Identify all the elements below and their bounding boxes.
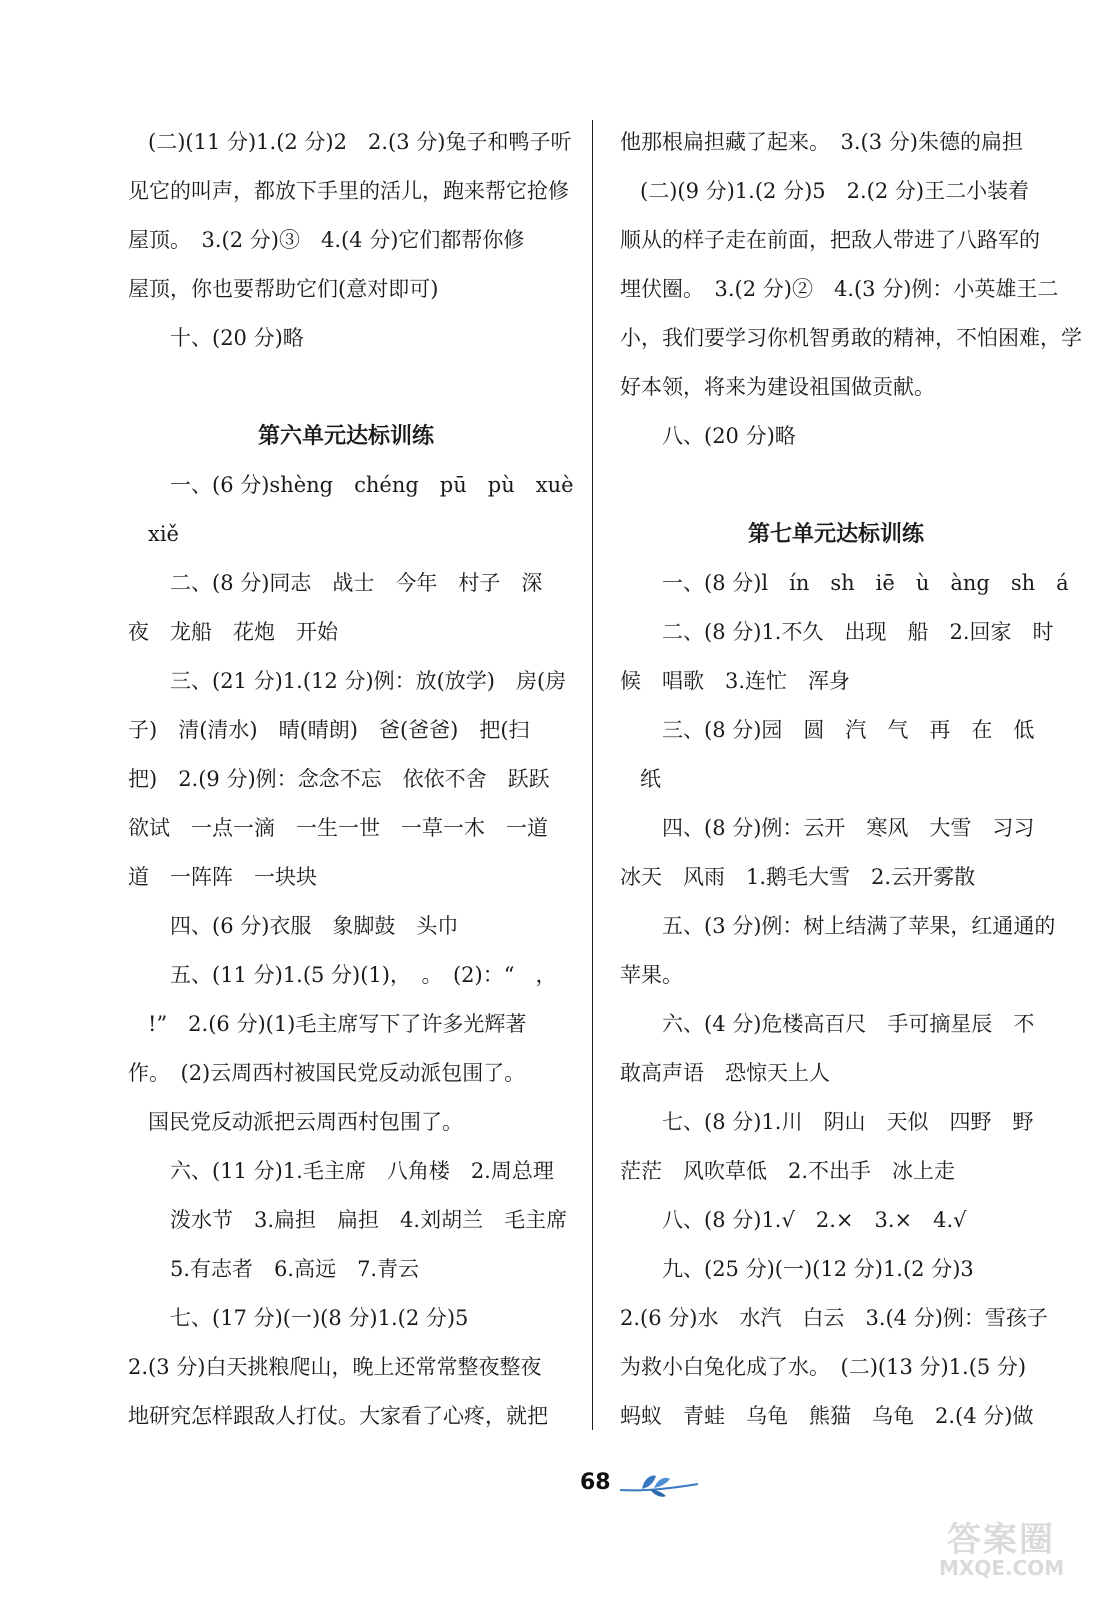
text-line: 十、(20 分)略 — [170, 326, 304, 350]
text-line: 道 一阵阵 一块块 — [128, 865, 317, 889]
text-line: 六、(11 分)1.毛主席 八角楼 2.周总理 — [170, 1159, 554, 1183]
text-line: 三、(21 分)1.(12 分)例：放(放学) 房(房 — [170, 669, 567, 693]
text-line: 八、(8 分)1.√ 2.× 3.× 4.√ — [662, 1208, 967, 1232]
text-line: 为救小白兔化成了水。 (二)(13 分)1.(5 分) — [620, 1355, 1027, 1379]
page-footer — [580, 1462, 720, 1502]
text-line: 四、(8 分)例：云开 寒风 大雪 习习 — [662, 816, 1035, 840]
text-line: (二)(11 分)1.(2 分)2 2.(3 分)兔子和鸭子听 — [148, 130, 572, 154]
text-line: 2.(3 分)白天挑粮爬山，晚上还常常整夜整夜 — [128, 1355, 542, 1379]
text-line: 小，我们要学习你机智勇敢的精神，不怕困难，学 — [620, 326, 1082, 350]
text-line: 五、(3 分)例：树上结满了苹果，红通通的 — [662, 914, 1056, 938]
text-line: 顺从的样子走在前面，把敌人带进了八路军的 — [620, 228, 1040, 252]
text-line: 纸 — [640, 767, 661, 791]
text-line: 八、(20 分)略 — [662, 424, 796, 448]
text-line: 屋顶，你也要帮助它们(意对即可) — [128, 277, 439, 301]
text-line: 夜 龙船 花炮 开始 — [128, 620, 338, 644]
text-line: xiě — [148, 522, 179, 546]
text-line: 三、(8 分)园 圆 汽 气 再 在 低 — [662, 718, 1035, 742]
text-line: 子) 清(清水) 晴(晴朗) 爸(爸爸) 把(扫 — [128, 718, 530, 742]
text-line: 屋顶。 3.(2 分)③ 4.(4 分)它们都帮你修 — [128, 228, 525, 252]
text-line: 见它的叫声，都放下手里的活儿，跑来帮它抢修 — [128, 179, 569, 203]
text-line: 茫茫 风吹草低 2.不出手 冰上走 — [620, 1159, 956, 1183]
text-line: 他那根扁担藏了起来。 3.(3 分)朱德的扁担 — [620, 130, 1023, 154]
text-line: 苹果。 — [620, 963, 683, 987]
text-line: 把) 2.(9 分)例：念念不忘 依依不舍 跃跃 — [128, 767, 550, 791]
text-line: 一、(8 分)l ín sh iē ù àng sh á — [662, 571, 1069, 595]
text-line: 七、(8 分)1.川 阴山 天似 四野 野 — [662, 1110, 1034, 1134]
page-number: 68 — [580, 1470, 611, 1495]
text-line: 地研究怎样跟敌人打仗。大家看了心疼，就把 — [128, 1404, 548, 1428]
text-line: 2.(6 分)水 水汽 白云 3.(4 分)例：雪孩子 — [620, 1306, 1048, 1330]
text-line: 好本领，将来为建设祖国做贡献。 — [620, 375, 935, 399]
text-line: !” 2.(6 分)(1)毛主席写下了许多光辉著 — [148, 1012, 527, 1036]
text-line: 六、(4 分)危楼高百尺 手可摘星辰 不 — [662, 1012, 1035, 1036]
unit6-title: 第六单元达标训练 — [257, 424, 434, 449]
text-line: 5.有志者 6.高远 7.青云 — [170, 1257, 420, 1281]
column-divider — [592, 120, 593, 1430]
text-line: 作。 (2)云周西村被国民党反动派包围了。 — [128, 1061, 526, 1085]
text-line: 四、(6 分)衣服 象脚鼓 头巾 — [170, 914, 459, 938]
unit7-title: 第七单元达标训练 — [747, 522, 924, 547]
text-line: 欲试 一点一滴 一生一世 一草一木 一道 — [128, 816, 548, 840]
text-line: 五、(11 分)1.(5 分)(1)， 。 (2)：“ ， — [170, 963, 557, 987]
text-line: 埋伏圈。 3.(2 分)② 4.(3 分)例：小英雄王二 — [620, 277, 1059, 301]
text-line: 一、(6 分)shèng chéng pū pù xuè — [170, 473, 574, 497]
leaf-decoration-icon — [620, 1470, 700, 1500]
watermark-logo — [937, 1512, 1087, 1582]
text-line: 冰天 风雨 1.鹅毛大雪 2.云开雾散 — [620, 865, 976, 889]
text-line: 七、(17 分)(一)(8 分)1.(2 分)5 — [170, 1306, 469, 1330]
left-column — [128, 118, 574, 1441]
text-line: 敢高声语 恐惊天上人 — [620, 1061, 830, 1085]
text-line: (二)(9 分)1.(2 分)5 2.(2 分)王二小装着 — [640, 179, 1030, 203]
right-column — [620, 118, 1082, 1441]
text-line: 二、(8 分)同志 战士 今年 村子 深 — [170, 571, 543, 595]
text-line: 蚂蚁 青蛙 乌龟 熊猫 乌龟 2.(4 分)做 — [620, 1404, 1034, 1428]
text-line: 二、(8 分)1.不久 出现 船 2.回家 时 — [662, 620, 1054, 644]
text-line: 候 唱歌 3.连忙 浑身 — [620, 669, 851, 693]
text-line: 泼水节 3.扁担 扁担 4.刘胡兰 毛主席 — [170, 1208, 568, 1232]
watermark-top: 答案圈 — [947, 1520, 1055, 1560]
watermark-bottom: MXQE.COM — [939, 1556, 1065, 1580]
text-line: 九、(25 分)(一)(12 分)1.(2 分)3 — [662, 1257, 974, 1281]
text-line: 国民党反动派把云周西村包围了。 — [148, 1110, 463, 1134]
